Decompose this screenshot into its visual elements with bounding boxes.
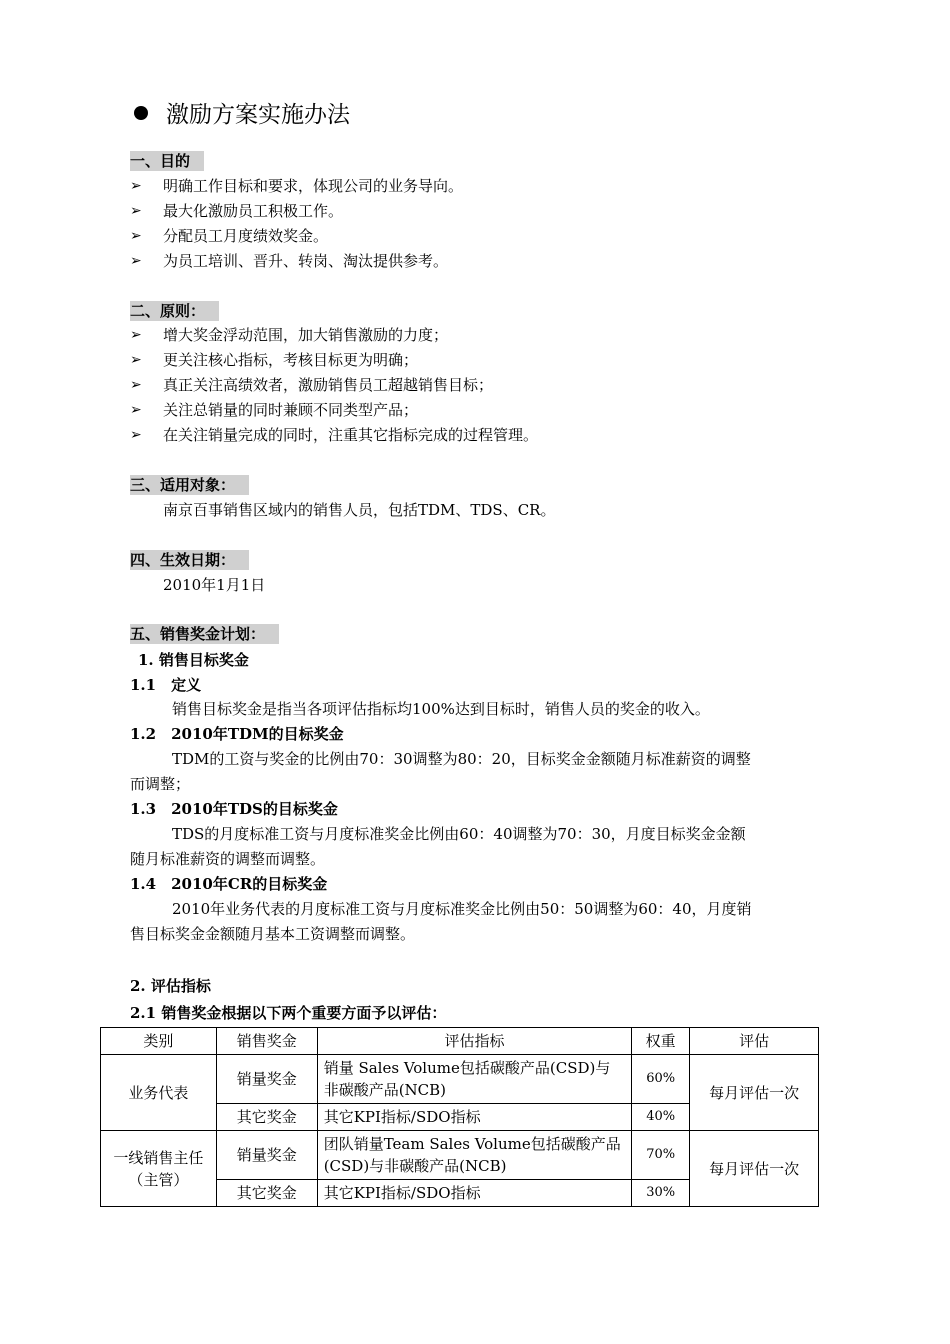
list-item: 真正关注高绩效者，激励销售员工超越销售目标；	[163, 376, 494, 394]
indicator-cell: 其它KPI指标/SDO指标	[317, 1104, 632, 1131]
document-title-text: 激励方案实施办法	[166, 102, 350, 128]
arrow-bullet-icon: ➢	[130, 178, 142, 194]
evaluation-cell: 每月评估一次	[690, 1055, 819, 1131]
table-header-cell: 权重	[632, 1028, 690, 1055]
paragraph-title: 1.4 2010年CR的目标奖金	[130, 875, 328, 893]
list-item: 最大化激励员工积极工作。	[163, 202, 344, 220]
section-heading-bonus-plan: 五、销售奖金计划：	[130, 624, 279, 644]
weight-cell: 60%	[632, 1055, 690, 1104]
subsection-title: 2. 评估指标	[130, 977, 211, 995]
bonus-cell: 其它奖金	[216, 1180, 317, 1207]
arrow-bullet-icon: ➢	[130, 327, 142, 343]
list-item: 为员工培训、晋升、转岗、淘汰提供参考。	[163, 252, 449, 270]
bonus-cell: 销量奖金	[216, 1055, 317, 1104]
paragraph-text: 销售目标奖金是指当各项评估指标均100%达到目标时，销售人员的奖金的收入。	[172, 700, 710, 718]
subsection-title: 1. 销售目标奖金	[138, 651, 249, 669]
table-header-cell: 评估	[690, 1028, 819, 1055]
bonus-cell: 销量奖金	[216, 1131, 317, 1180]
section-heading-effective-date: 四、生效日期：	[130, 550, 249, 570]
document-title	[134, 96, 350, 129]
list-item: 明确工作目标和要求，体现公司的业务导向。	[163, 177, 464, 195]
table-header-cell: 评估指标	[317, 1028, 632, 1055]
paragraph-title: 1.3 2010年TDS的目标奖金	[130, 800, 338, 818]
section-heading-purpose: 一、目的	[130, 151, 204, 171]
table-row	[101, 1055, 819, 1104]
paragraph-title: 2.1 销售奖金根据以下两个重要方面予以评估：	[130, 1004, 447, 1022]
table-header-cell: 销售奖金	[216, 1028, 317, 1055]
bullet-dot-icon	[134, 106, 148, 120]
paragraph-text: 售目标奖金金额随月基本工资调整而调整。	[130, 925, 416, 943]
list-item: 关注总销量的同时兼顾不同类型产品；	[163, 401, 419, 419]
list-item: 增大奖金浮动范围，加大销售激励的力度；	[163, 326, 449, 344]
table-header-cell: 类别	[101, 1028, 217, 1055]
arrow-bullet-icon: ➢	[130, 352, 142, 368]
weight-cell: 40%	[632, 1104, 690, 1131]
list-item: 更关注核心指标，考核目标更为明确；	[163, 351, 419, 369]
paragraph-text: 而调整；	[130, 775, 191, 793]
paragraph-text: TDS的月度标准工资与月度标准奖金比例由60：40调整为70：30，月度目标奖金金额	[172, 825, 746, 843]
arrow-bullet-icon: ➢	[130, 228, 142, 244]
category-cell: 业务代表	[101, 1055, 217, 1131]
category-cell: 一线销售主任（主管）	[101, 1131, 217, 1207]
evaluation-cell: 每月评估一次	[690, 1131, 819, 1207]
arrow-bullet-icon: ➢	[130, 253, 142, 269]
bonus-cell: 其它奖金	[216, 1104, 317, 1131]
paragraph-text: TDM的工资与奖金的比例由70：30调整为80：20，目标奖金金额随月标准薪资的调整	[172, 750, 751, 768]
list-item: 分配员工月度绩效奖金。	[163, 227, 329, 245]
list-item: 在关注销量完成的同时，注重其它指标完成的过程管理。	[163, 426, 539, 444]
effective-date-text: 2010年1月1日	[163, 576, 266, 594]
paragraph-title: 1.1 定义	[130, 676, 202, 694]
indicator-cell: 销量 Sales Volume包括碳酸产品(CSD)与非碳酸产品(NCB)	[317, 1055, 632, 1104]
weight-cell: 30%	[632, 1180, 690, 1207]
indicator-cell: 团队销量Team Sales Volume包括碳酸产品(CSD)与非碳酸产品(NCB)	[317, 1131, 632, 1180]
weight-cell: 70%	[632, 1131, 690, 1180]
paragraph-text: 随月标准薪资的调整而调整。	[130, 850, 326, 868]
table-row	[101, 1131, 819, 1180]
arrow-bullet-icon: ➢	[130, 377, 142, 393]
paragraph-title: 1.2 2010年TDM的目标奖金	[130, 725, 344, 743]
section-heading-principles: 二、原则：	[130, 301, 219, 321]
evaluation-table	[100, 1027, 819, 1207]
arrow-bullet-icon: ➢	[130, 402, 142, 418]
arrow-bullet-icon: ➢	[130, 427, 142, 443]
section-heading-applicable: 三、适用对象：	[130, 475, 249, 495]
arrow-bullet-icon: ➢	[130, 203, 142, 219]
indicator-cell: 其它KPI指标/SDO指标	[317, 1180, 632, 1207]
table-header-row	[101, 1028, 819, 1055]
applicable-text: 南京百事销售区域内的销售人员，包括TDM、TDS、CR。	[163, 501, 556, 519]
paragraph-text: 2010年业务代表的月度标准工资与月度标准奖金比例由50：50调整为60：40，月度销	[172, 900, 752, 918]
